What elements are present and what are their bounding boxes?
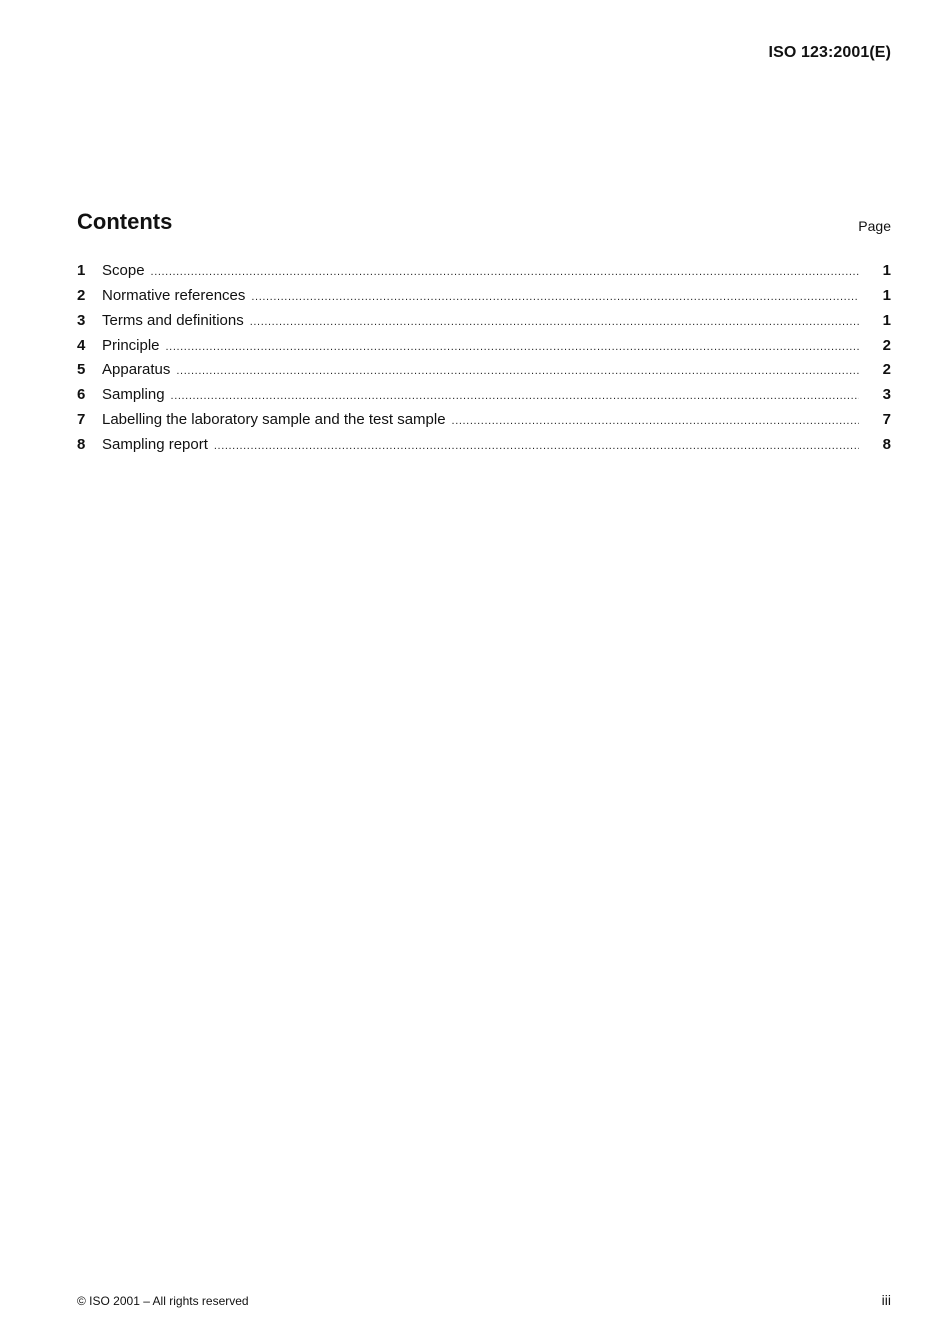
toc-entry-title[interactable]: Sampling	[102, 386, 165, 404]
toc-entry-title[interactable]: Terms and definitions	[102, 311, 244, 329]
toc-entry-number: 4	[77, 336, 86, 354]
page-number: iii	[881, 1292, 891, 1308]
dot-leader	[171, 390, 859, 402]
dot-leader	[452, 415, 859, 427]
dot-leader	[176, 365, 859, 377]
dot-leader	[250, 316, 859, 328]
toc-entry-title[interactable]: Scope	[102, 262, 145, 279]
toc-entry-number: 1	[77, 262, 86, 279]
toc-entry-title[interactable]: Sampling report	[102, 435, 208, 453]
page-column-label: Page	[858, 218, 891, 234]
toc-entry-number: 8	[77, 435, 86, 453]
toc-entry-title[interactable]: Principle	[102, 336, 160, 354]
toc-entry-page[interactable]: 7	[882, 411, 891, 429]
toc-entry-page[interactable]: 8	[882, 435, 891, 453]
toc-entry-page[interactable]: 1	[882, 286, 891, 304]
toc-entry-page[interactable]: 1	[882, 311, 891, 329]
toc-entry[interactable]	[77, 411, 891, 436]
toc-entry-number: 5	[77, 361, 86, 379]
toc-entry-title[interactable]: Apparatus	[102, 361, 171, 379]
toc-entry-number: 6	[77, 386, 86, 404]
toc-entry-number: 3	[77, 311, 86, 329]
document-identifier: ISO 123:2001(E)	[768, 44, 891, 61]
toc-entry-number: 2	[77, 286, 86, 304]
toc-entry[interactable]	[77, 436, 891, 461]
toc-entry-number: 7	[77, 411, 86, 429]
toc-entry[interactable]	[77, 337, 891, 362]
toc-entry[interactable]	[77, 262, 891, 287]
dot-leader	[166, 341, 859, 353]
toc-entry[interactable]	[77, 386, 891, 411]
toc-entry[interactable]	[77, 312, 891, 337]
copyright-notice: © ISO 2001 – All rights reserved	[77, 1294, 249, 1308]
table-of-contents	[77, 262, 891, 461]
dot-leader	[151, 266, 859, 278]
toc-entry[interactable]	[77, 361, 891, 386]
toc-entry-title[interactable]: Normative references	[102, 286, 246, 304]
toc-entry-page[interactable]: 3	[882, 386, 891, 404]
toc-entry-page[interactable]: 2	[882, 336, 891, 354]
dot-leader	[251, 291, 859, 303]
toc-entry[interactable]	[77, 287, 891, 312]
toc-entry-title[interactable]: Labelling the laboratory sample and the test sample	[102, 411, 446, 429]
toc-entry-page[interactable]: 1	[882, 262, 891, 279]
contents-heading: Contents	[77, 209, 173, 234]
dot-leader	[214, 440, 859, 452]
toc-entry-page[interactable]: 2	[882, 361, 891, 379]
